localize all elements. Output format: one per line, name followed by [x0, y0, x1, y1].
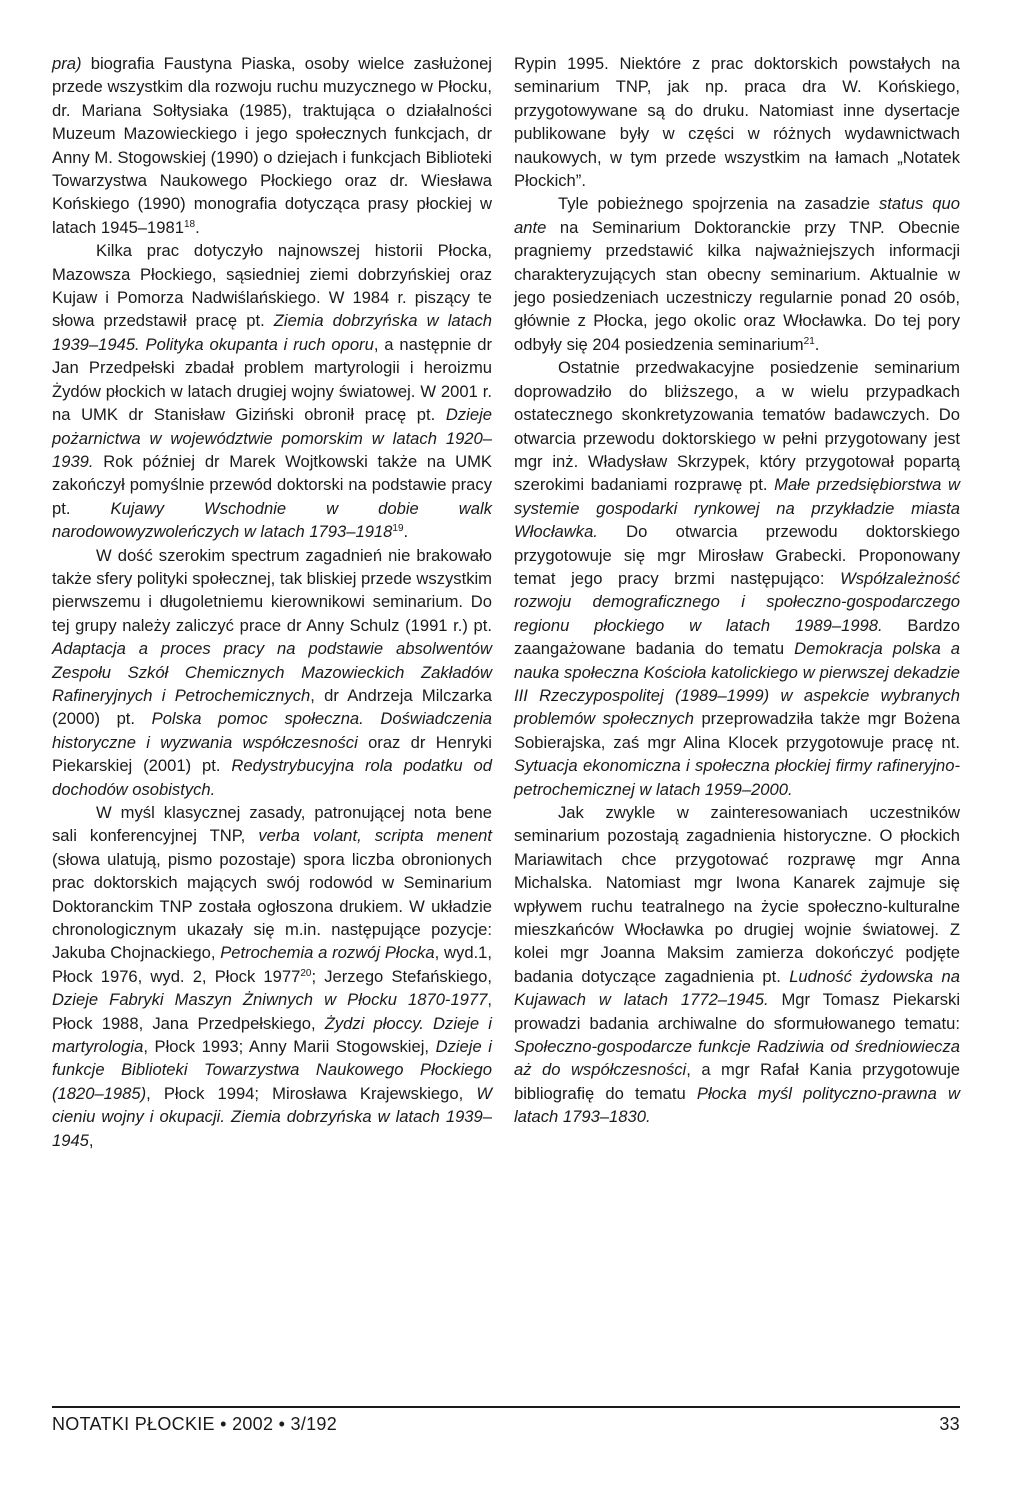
italic-title: Płocka myśl polityczno-prawna w latach 1793–1830.	[514, 1083, 960, 1127]
italic-title: status quo ante	[514, 194, 960, 237]
paragraph	[514, 192, 960, 356]
text-run: Mgr Tomasz Piekarski prowadzi badania archiwalne do sformułowanego tematu:	[514, 990, 960, 1033]
footer-rule	[52, 1406, 960, 1408]
italic-title: Dzieje Fabryki Maszyn Żniwnych w Płocku 1870-1977	[52, 990, 488, 1010]
footnote-ref: 21	[803, 335, 815, 347]
text-run: Jak zwykle w zainteresowaniach uczestników seminarium pozostają zagadnienia historyczne. O płockich Mariawitach chce przygotować rozprawę mgr Anna Michalska. Natomiast mgr Iwona Kanarek zajmuje się wpływem ruchu teatralnego na życie społeczno-kulturalne mieszkańców Włocławka po drugiej wojnie światowej. Z kolei mgr Joanna Maksim zamierza dokończyć podjęte badania dotyczące zagadnienia pt.	[514, 803, 960, 986]
text-run: .	[814, 334, 820, 354]
text-run: na Seminarium Doktoranckie przy TNP. Obecnie pragniemy przedstawić kilka najważniejszych informacji charakteryzujących stan obecny seminarium. Aktualnie w jego posiedzeniach uczestniczy regularnie ponad 20 osób, głównie z Płocka, jego okolic oraz Włocławka. Do tej pory odbyły się 204 posiedzenia seminarium	[514, 217, 960, 354]
text-run: Kilka prac dotyczyło najnowszej historii Płocka, Mazowsza Płockiego, sąsiedniej ziemi dobrzyńskiej oraz Kujaw i Pomorza Nadwiślańskiego. W 1984 r. piszący te słowa przedstawił pracę pt.	[52, 241, 492, 331]
text-run: .	[195, 217, 200, 237]
text-run: W dość szerokim spectrum zagadnień nie brakowało także sfery polityki społecznej, tak bliskiej przede wszystkim pierwszemu i długoletniemu kierownikowi seminarium. Do tej grupy należy zaliczyć prace dr Anny Schulz (1991 r.) pt.	[52, 545, 492, 635]
text-run: , dr Andrzeja Milczarka (2000) pt.	[52, 685, 492, 729]
text-run: Ostatnie przedwakacyjne posiedzenie seminarium doprowadziło do bliższego, a w wielu przypadkach ostatecznego skonkretyzowania tematów badawczych. Do otwarcia przewodu doktorskiego w pełni przygotowany jest mgr inż. Władysław Skrzypek, który przygotował popartą szerokimi badaniami rozprawę pt.	[514, 358, 960, 495]
text-run: (słowa ulatują, pismo pozostaje) spora liczba obronionych prac doktorskich mających swój rodowód w Seminarium Doktoranckim TNP została ogłoszona drukiem. W układzie chronologicznym ukazały się m.in. następujące pozycje: Jakuba Chojnackiego,	[52, 849, 492, 963]
footnote-ref: 20	[300, 967, 312, 979]
journal-title: NOTATKI PŁOCKIE • 2002 • 3/192	[52, 1414, 338, 1434]
text-run: W myśl klasycznej zasady, patronującej nota bene sali konferencyjnej TNP,	[52, 803, 492, 846]
footnote-ref: 19	[392, 523, 404, 535]
text-run: Bardzo zaangażowane badania do tematu	[514, 615, 961, 659]
italic-title: Polska pomoc społeczna. Doświadczenia historyczne i wyzwania współczesności	[52, 709, 492, 752]
text-run: Rok później dr Marek Wojtkowski także na UMK zakończył pomyślnie przewód doktorski na podstawie pracy pt.	[52, 451, 492, 518]
left-column	[52, 52, 492, 1152]
text-run: , Płock 1988, Jana Przedpełskiego,	[52, 990, 492, 1033]
text-run: Tyle pobieżnego spojrzenia na zasadzie	[558, 194, 879, 214]
paragraph	[514, 52, 960, 192]
italic-title: Dzieje i funkcje Biblioteki Towarzystwa Naukowego Płockiego (1820–1985)	[52, 1037, 492, 1103]
text-run: oraz dr Henryki Piekarskiej (2001) pt.	[52, 732, 492, 776]
italic-title: Ludność żydowska na Kujawach w latach 1772–1945.	[514, 966, 960, 1010]
text-run: .	[403, 522, 409, 542]
text-run: , wyd.1, Płock 1976, wyd. 2, Płock 1977	[52, 943, 493, 986]
text-run: , Płock 1993; Anny Marii Stogowskiej,	[143, 1037, 436, 1057]
paragraph	[52, 52, 492, 239]
italic-title: Demokracja polska a nauka społeczna Kościoła katolickiego w pierwszej dekadzie III Rzeczypospolitej (1989–1999) w aspekcie wybranych problemów społecznych	[514, 639, 960, 729]
paragraph	[514, 356, 960, 801]
text-run: przeprowadziła także mgr Bożena Sobierajska, zaś mgr Alina Klocek przygotowuje pracę nt.	[514, 709, 961, 752]
text-run: biografia Faustyna Piaska, osoby wielce zasłużonej przede wszystkim dla rozwoju ruchu muzycznego w Płocku, dr. Mariana Sołtysiaka (1985), traktująca o działalności Muzeum Mazowieckiego i jego społecznych funkcjach, dr Anny M. Stogowskiej (1990) o dziejach i funkcjach Biblioteki Towarzystwa Naukowego Płockiego oraz dr. Wiesława Końskiego (1990) monografia dotycząca prasy płockiej w latach 1945–1981	[52, 54, 492, 237]
italic-title: Sytuacja ekonomiczna i społeczna płockiej firmy rafineryjno-petrochemicznej w latach 1959–2000.	[514, 756, 960, 799]
italic-title: Ziemia dobrzyńska w latach 1939–1945. Polityka okupanta i ruch oporu	[52, 311, 492, 354]
paragraph	[52, 239, 492, 543]
italic-title: Żydzi płoccy. Dzieje i martyrologia	[52, 1013, 492, 1057]
italic-title: Dzieje pożarnictwa w województwie pomorskim w latach 1920–1939.	[52, 405, 492, 471]
italic-title: Współzależność rozwoju demograficznego i społeczno-gospodarczego regionu płockiego w latach 1989–1998.	[514, 568, 960, 635]
italic-title: W cieniu wojny i okupacji. Ziemia dobrzyńska w latach 1939–1945	[52, 1083, 492, 1150]
text-run: , a mgr Rafał Kania przygotowuje bibliografię do tematu	[514, 1060, 960, 1103]
text-run: ; Jerzego Stefańskiego,	[311, 966, 492, 986]
italic-title: Społeczno-gospodarcze funkcje Radziwia od średniowiecza aż do współczesności	[514, 1037, 960, 1080]
italic-title: Petrochemia a rozwój Płocka	[220, 943, 435, 963]
italic-title: Małe przedsiębiorstwa w systemie gospodarki rynkowej na przykładzie miasta Włocławka.	[514, 475, 960, 542]
text-run: ,	[88, 1130, 94, 1150]
right-column	[514, 52, 960, 1129]
text-run: Do otwarcia przewodu doktorskiego przygotowuje się mgr Mirosław Grabecki. Proponowany temat jego pracy brzmi następująco:	[514, 522, 960, 588]
paragraph	[52, 801, 492, 1152]
italic-title: pra)	[52, 54, 82, 73]
text-run: , a następnie dr Jan Przedpełski zbadał problem martyrologii i heroizmu Żydów płockich w latach drugiej wojny światowej. W 2001 r. na UMK dr Stanisław Giziński obronił pracę pt.	[52, 334, 493, 425]
text-run: , Płock 1994; Mirosława Krajewskiego,	[146, 1083, 477, 1103]
paragraph	[52, 544, 492, 801]
page-number: 33	[939, 1414, 960, 1434]
italic-title: Redystrybucyjna rola podatku od dochodów osobistych.	[52, 756, 492, 799]
italic-title: Adaptacja a proces pracy na podstawie absolwentów Zespołu Szkół Chemicznych Mazowieckich Zakładów Rafineryjnych i Petrochemicznych	[52, 639, 492, 705]
text-run: Rypin 1995. Niektóre z prac doktorskich powstałych na seminarium TNP, jak np. praca dra W. Końskiego, przygotowywane są do druku. Natomiast inne dysertacje publikowane były w części w różnych wydawnictwach naukowych, w tym przede wszystkim na łamach „Notatek Płockich”.	[514, 54, 960, 191]
paragraph	[514, 801, 960, 1129]
italic-title: verba volant, scripta menent	[258, 826, 493, 846]
italic-title: Kujawy Wschodnie w dobie walk narodowowyzwoleńczych w latach 1793–1918	[52, 498, 492, 542]
footnote-ref: 18	[183, 218, 196, 230]
